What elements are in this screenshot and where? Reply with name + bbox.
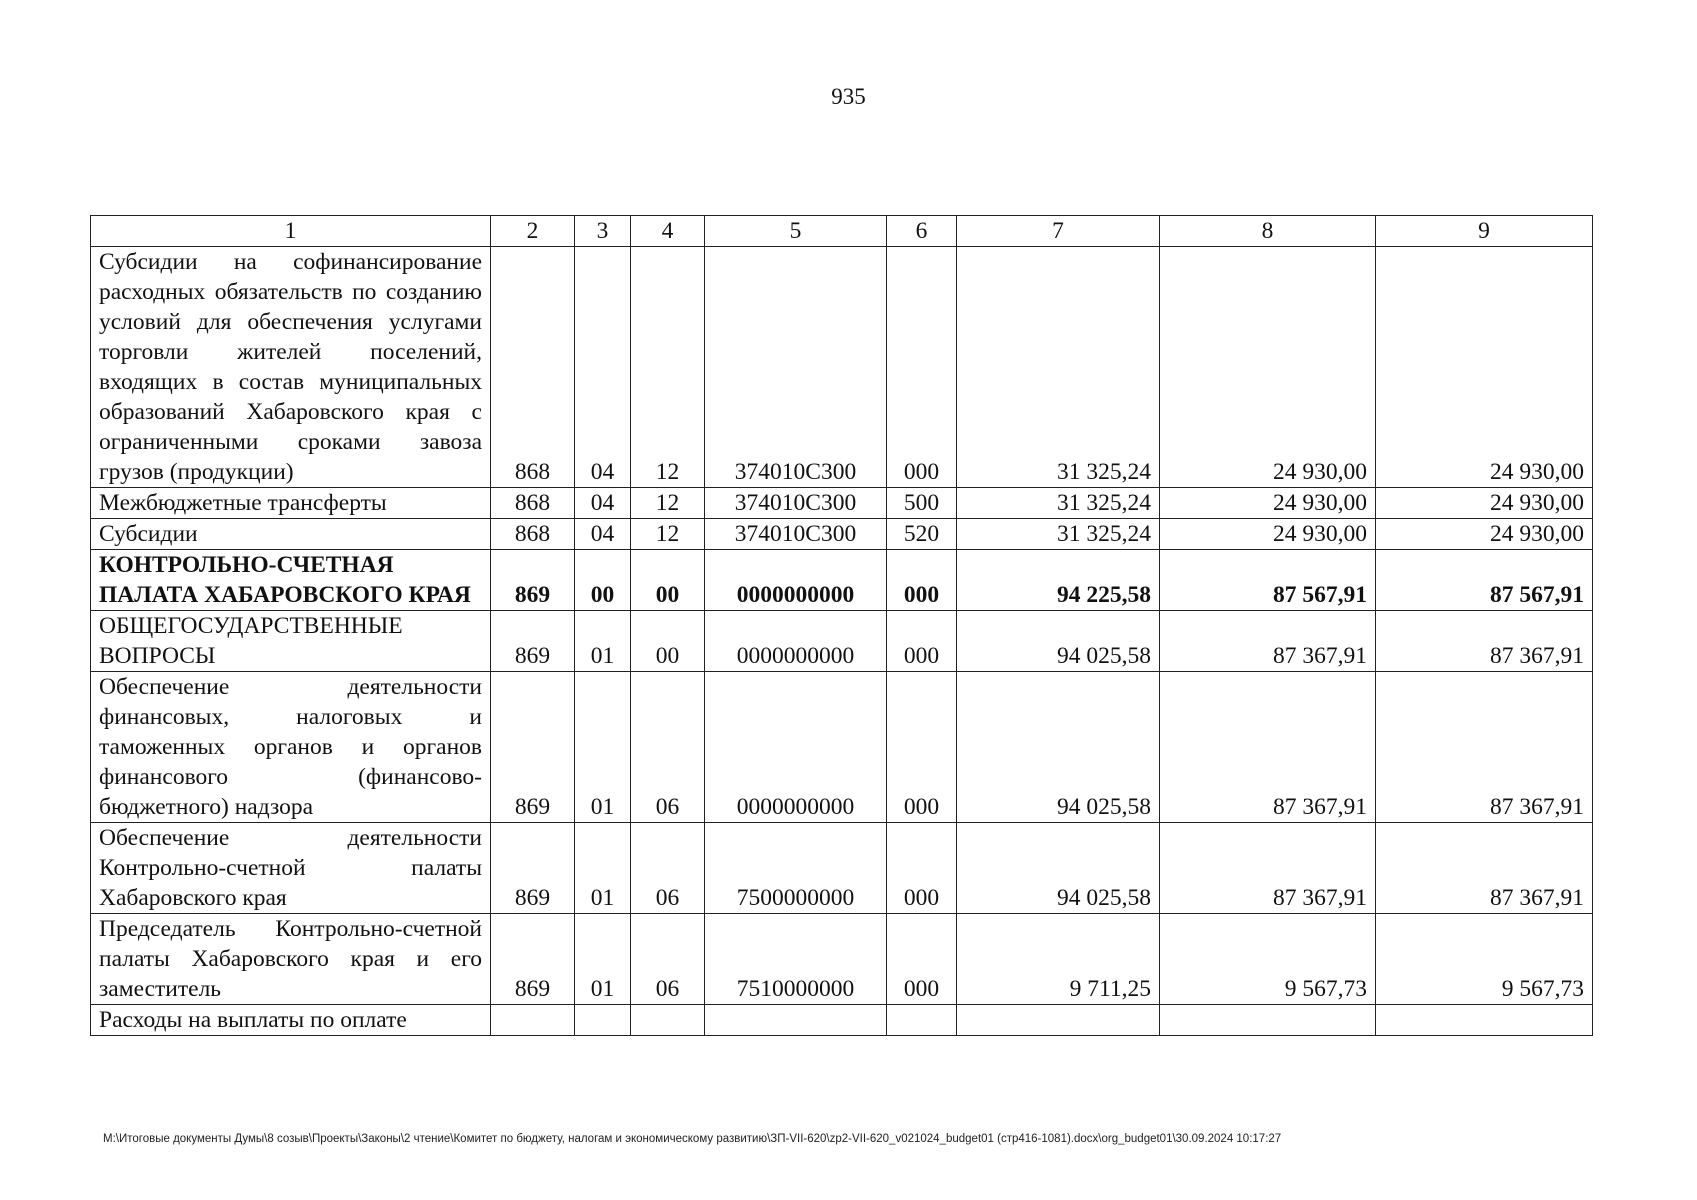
table-cell: 000 — [887, 672, 957, 823]
table-cell: 87 367,91 — [1376, 611, 1593, 672]
header-cell: 2 — [491, 216, 575, 247]
row-name-cell: Обеспечение деятельности Контрольно-счетной палаты Хабаровского края — [91, 823, 491, 914]
table-row — [91, 550, 1593, 611]
table-row — [91, 914, 1593, 1005]
table-cell: 12 — [631, 519, 705, 550]
table-cell: 7510000000 — [705, 914, 887, 1005]
budget-table — [90, 215, 1593, 1036]
table-cell — [631, 1005, 705, 1036]
table-cell: 869 — [491, 823, 575, 914]
table-cell — [1160, 1005, 1376, 1036]
table-cell: 7500000000 — [705, 823, 887, 914]
table-cell: 374010C300 — [705, 488, 887, 519]
header-cell: 5 — [705, 216, 887, 247]
table-cell: 31 325,24 — [957, 488, 1160, 519]
header-cell: 9 — [1376, 216, 1593, 247]
table-cell: 24 930,00 — [1160, 247, 1376, 488]
table-cell: 24 930,00 — [1376, 519, 1593, 550]
row-name-cell: Межбюджетные трансферты — [91, 488, 491, 519]
table-cell — [1376, 1005, 1593, 1036]
table-cell: 87 567,91 — [1160, 550, 1376, 611]
table-cell: 0000000000 — [705, 611, 887, 672]
table-cell: 04 — [575, 247, 631, 488]
header-cell: 6 — [887, 216, 957, 247]
table-cell: 01 — [575, 914, 631, 1005]
table-cell: 87 367,91 — [1160, 672, 1376, 823]
table-cell: 500 — [887, 488, 957, 519]
table-cell: 374010C300 — [705, 247, 887, 488]
table-cell: 869 — [491, 672, 575, 823]
table-row — [91, 1005, 1593, 1036]
table-cell: 520 — [887, 519, 957, 550]
table-cell: 000 — [887, 914, 957, 1005]
table-cell: 0000000000 — [705, 672, 887, 823]
table-cell: 06 — [631, 672, 705, 823]
table-cell: 94 225,58 — [957, 550, 1160, 611]
table-cell — [575, 1005, 631, 1036]
table-cell: 24 930,00 — [1376, 488, 1593, 519]
table-cell: 868 — [491, 488, 575, 519]
table-cell: 12 — [631, 488, 705, 519]
table-cell: 24 930,00 — [1160, 488, 1376, 519]
table-cell: 87 367,91 — [1376, 672, 1593, 823]
table-row — [91, 611, 1593, 672]
row-name-cell: ОБЩЕГОСУДАРСТВЕННЫЕ ВОПРОСЫ — [91, 611, 491, 672]
table-cell: 01 — [575, 672, 631, 823]
table-cell: 87 367,91 — [1160, 611, 1376, 672]
table-cell: 01 — [575, 611, 631, 672]
table-cell: 000 — [887, 550, 957, 611]
table-cell: 374010C300 — [705, 519, 887, 550]
header-cell: 1 — [91, 216, 491, 247]
table-cell — [491, 1005, 575, 1036]
table-cell — [705, 1005, 887, 1036]
table-cell: 000 — [887, 611, 957, 672]
table-cell: 94 025,58 — [957, 611, 1160, 672]
table-cell: 00 — [631, 550, 705, 611]
row-name-cell: КОНТРОЛЬНО-СЧЕТНАЯ ПАЛАТА ХАБАРОВСКОГО КРАЯ — [91, 550, 491, 611]
table-cell: 869 — [491, 914, 575, 1005]
table-cell: 9 711,25 — [957, 914, 1160, 1005]
table-cell: 24 930,00 — [1160, 519, 1376, 550]
header-cell: 8 — [1160, 216, 1376, 247]
table-row — [91, 247, 1593, 488]
table-cell: 869 — [491, 611, 575, 672]
row-name-cell: Обеспечение деятельности финансовых, налоговых и таможенных органов и органов финансового (финансово-бюджетного) надзора — [91, 672, 491, 823]
row-name-cell: Субсидии — [91, 519, 491, 550]
page-number: 935 — [831, 84, 866, 109]
table-cell: 94 025,58 — [957, 672, 1160, 823]
table-cell: 869 — [491, 550, 575, 611]
table-cell: 31 325,24 — [957, 519, 1160, 550]
table-cell: 00 — [631, 611, 705, 672]
row-name-cell: Субсидии на софинансирование расходных обязательств по созданию условий для обеспечения услугами торговли жителей поселений, входящих в состав муниципальных образований Хабаровского края с ограниченными сроками завоза грузов (продукции) — [91, 247, 491, 488]
header-cell: 3 — [575, 216, 631, 247]
table-cell: 01 — [575, 823, 631, 914]
table-cell — [957, 1005, 1160, 1036]
header-cell: 7 — [957, 216, 1160, 247]
row-name-cell: Председатель Контрольно-счетной палаты Хабаровского края и его заместитель — [91, 914, 491, 1005]
row-name-cell: Расходы на выплаты по оплате — [91, 1005, 491, 1036]
header-row — [91, 216, 1593, 247]
table-cell: 87 367,91 — [1160, 823, 1376, 914]
table-cell: 04 — [575, 488, 631, 519]
table-cell: 9 567,73 — [1376, 914, 1593, 1005]
table-cell: 000 — [887, 247, 957, 488]
table-cell — [887, 1005, 957, 1036]
table-cell: 00 — [575, 550, 631, 611]
header-cell: 4 — [631, 216, 705, 247]
table-cell: 87 367,91 — [1376, 823, 1593, 914]
table-cell: 24 930,00 — [1376, 247, 1593, 488]
table-cell: 31 325,24 — [957, 247, 1160, 488]
table-row — [91, 672, 1593, 823]
table-row — [91, 823, 1593, 914]
table-cell: 94 025,58 — [957, 823, 1160, 914]
table-cell: 12 — [631, 247, 705, 488]
table-cell: 0000000000 — [705, 550, 887, 611]
table-cell: 87 567,91 — [1376, 550, 1593, 611]
table-cell: 868 — [491, 519, 575, 550]
table-cell: 000 — [887, 823, 957, 914]
table-cell: 06 — [631, 823, 705, 914]
table-cell: 868 — [491, 247, 575, 488]
table-row — [91, 488, 1593, 519]
table-cell: 04 — [575, 519, 631, 550]
table-cell: 06 — [631, 914, 705, 1005]
table-row — [91, 519, 1593, 550]
table-cell: 9 567,73 — [1160, 914, 1376, 1005]
footer-file-path: M:\Итоговые документы Думы\8 созыв\Проекты\Законы\2 чтение\Комитет по бюджету, налогам и экономическому развитию\ЗП-VII-620\zp2-VII-620_v021024_budget01 (стр416-1081).docx\org_budget01\30.09.2024 10:17:27 — [103, 1133, 1282, 1145]
